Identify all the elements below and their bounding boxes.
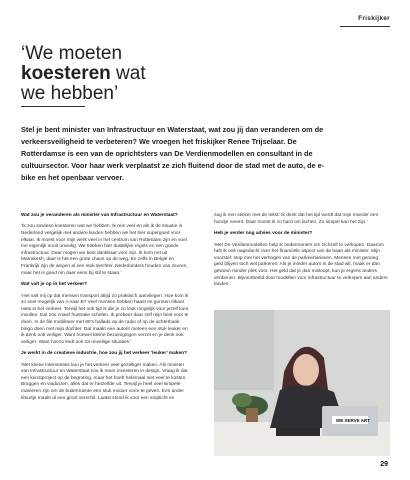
face <box>293 354 319 386</box>
portrait-photo-art <box>214 310 390 456</box>
left-column <box>21 213 191 402</box>
headline-line-3: we hebben’ <box>21 83 119 104</box>
section-label: Friskijker <box>358 15 390 22</box>
left-answer-2: ‘Het valt mij op dat mensen transport altijd zo praktisch aanvliegen. Hoe kom ik zo snel mogelijk van A naar B? Veel mensen hebben haast en gunnen elkaar niets in het verkeer. Terwijl het ook tijd is die je zo leuk mogelijk voor jezelf kunt invullen. Dat zou zowel frustratie schelen. Ik probeer daar zelf mijn best voor te doen. In de file mobiliteer met 80’s ballads op de radio of op de achterbank bingo doen met mijn dochter. Dat maakt een autorit meteen een stuk leuker en ik denk ook veiliger. Want hoewel kleine bezuinigingen verzet en je denk ook veiliger. Want hoezo leidt ook tot onveilige situaties.’ <box>21 293 189 345</box>
right-answer-1: zag ik een sticker met de tekst: Ik denk dat het tijd wordt dat mijn moeder een hondje neemt. Daar moest ik zo hard om lachen. Zo simpel kan het zijn.’ <box>214 213 379 225</box>
keyboard <box>276 428 320 436</box>
section-rule <box>340 26 390 27</box>
portrait-photo <box>214 310 390 456</box>
plant-pot <box>246 408 258 424</box>
intro-paragraph: Stel je bent minister van Infrastructuur en Waterstaat, wat zou jij dan veranderen om de verkeersveiligheid te verbeteren? We vroegen het friskijker Renee Trijselaar. De Rotterdamse is een van de oprichtsters van De Verdienmodellen en consultant in de cultuursector. Voor haar werk verplaatst ze zich fluitend door de stad met de auto, de e-bike en het openbaar vervoer. <box>21 125 325 182</box>
headline-line-1: ‘We moeten <box>21 43 123 64</box>
headline-bold-word: koesteren <box>21 63 111 84</box>
right-answer-2: ‘Met De Verdienmodellen help ik ondernemers om zichzelf te verkopen. Daarom heb ik ook nagedacht over het financiële aspect van de baan als minister. Mijn voorstel: stop met het verhogen van de parkeertarieven. Mensen met genoeg geld blijven toch wel parkeren. Als je minder auto’s in de stad wil, maak er dan gewoon minder plek voor. Het geld dat je dan misloopt, kun je ergens anders verdienen. Bijvoorbeeld door modellen voor infrastructuur te verkopen aan andere landen.’ <box>214 242 388 288</box>
left-question-1: Wat zou je veranderen als minister van Infrastructuur en Waterstaat? <box>21 213 178 218</box>
left-question-3: Je werkt in de creatieve industrie, hoe zou jij het verkeer ‘leuker’ maken? <box>21 351 188 357</box>
right-question-1: Heb je verder nog advies voor de minister? <box>214 231 313 237</box>
left-answer-3: ‘Met kleine interventies kun je het verkeer veel gezelliger maken. Als minister van Infrastructuur en Waterstaat zou ik meer investeren in design. Vraag ik dat een kunstproject op de begroting, maar het hoeft helemaal niet veel te kosten. Bruggen en viaducten, alles dat er hetzelfde uit. Terwijl je heel veel simpele manieren zijn om de buitenruimte een stuk mooier vorm te geven. Een ander kleurtje maakt al een groot verschil. Laatst stond ik voor een stoplicht en <box>21 362 188 401</box>
left-question-2: Wat valt je op in het verkeer? <box>21 282 88 288</box>
page-number: 29 <box>380 461 388 468</box>
headline-rule <box>21 106 85 107</box>
left-answer-1: ‘Ik zou sowieso koesteren wat we hebben. Ik reis veel en als ik de situatie in Nederland vergelijk met andere landen hebben we het hier supergoed voor elkaar. Ik moest voor mijn werk veel in het centrum van Rotterdam zijn en voel me eigenlijk nooit onveilig. We hebben hier duidelijke regels en een goede infrastructuur. Daar mogen we best dankbaar voor zijn. Ik kom net uit Marrakesh, daar is het een grote chaos op de weg. En zelfs in België en Frankrijk zijn de wegen al een stuk slechter. Nederlanders houden van zeuren, maar het is goed om daar eens bij stil te staan.’ <box>21 224 188 276</box>
headline-line-2 <box>21 64 321 84</box>
laptop-sticker-text: WE SERVE ART <box>336 418 371 423</box>
headline-line-2-rest: wat <box>110 63 146 84</box>
right-column <box>214 213 388 289</box>
headline <box>21 44 321 104</box>
